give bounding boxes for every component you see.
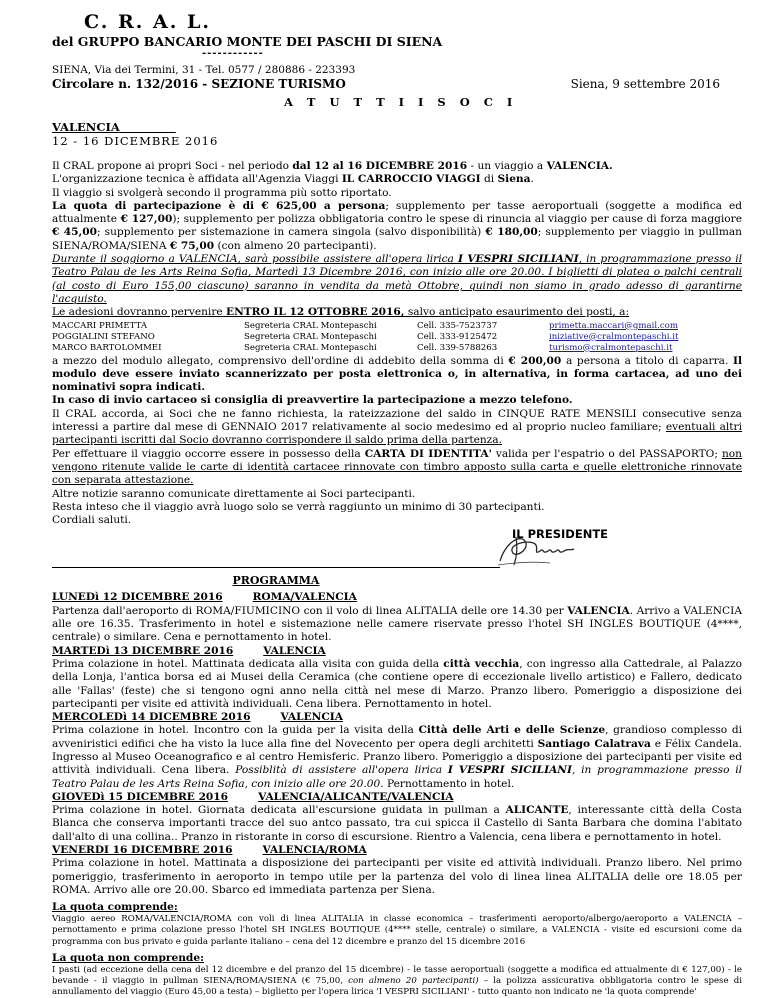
para-deposit: a mezzo del modulo allegato, comprensivo dell'ordine di addebito della somma di € 200,00 a persona a titolo di caparra. Il modulo deve essere inviato scannerizzato per posta elettronica o, in alternativa, in forma cartacea, ad uno dei nominativi sopra indicati. — [52, 354, 742, 394]
contact-row — [52, 332, 742, 343]
president-label: IL PRESIDENTE — [512, 527, 609, 542]
contact-phone: Cell. 339-5788263 — [417, 342, 498, 353]
contact-email-link[interactable]: turismo@cralmontepaschi.it — [549, 342, 673, 353]
para-deadline: Le adesioni dovranno pervenire ENTRO IL 12 OTTOBRE 2016, salvo anticipato esaurimento dei posti, a: — [52, 306, 630, 319]
day-text: Partenza dall'aeroporto di ROMA/FIUMICINO con il volo di linea ALITALIA delle ore 14.30 per VALENCIA. Arrivo a VALENCIA alle ore 16.35. Trasferimento in hotel e sistemazione nelle camere riservate presso l'hotel SH INGLES BOUTIQUE (4****, centrale) o similare. Cena e pernottamento in hotel. — [52, 604, 742, 644]
included-text: Viaggio aereo ROMA/VALENCIA/ROMA con voli di linea ALITALIA in classe economica – trasferimenti aeroporto/albergo/aeroporto a VALENCIA – pernottamento e prima colazione presso l'hotel SH INGLES BOUTIQUE (4**** stelle, centrale) o similare, a VALENCIA - visite ed escursioni come da programma con bus privato e guida parlante italiano – cena del 12 dicembre e pranzo del 15 dicembre 2016 — [52, 914, 742, 947]
para-notices: Altre notizie saranno comunicate direttamente ai Soci partecipanti. — [52, 487, 416, 500]
separator-line — [52, 567, 500, 568]
program-day — [52, 645, 742, 711]
program-day — [52, 844, 742, 897]
letter-date: Siena, 9 settembre 2016 — [570, 77, 720, 91]
contact-phone: Cell. 335-7523737 — [417, 320, 498, 331]
para-installments: Il CRAL accorda, ai Soci che ne fanno richiesta, la rateizzazione del saldo in CINQUE RATE MENSILI consecutive senza interessi a partire dal mese di GENNAIO 2017 relativamente al socio medesimo ed al proprio nucleo familiare; eventuali altri partecipanti iscritti dal Socio dovranno corrispondere il saldo prima della partenza. — [52, 407, 742, 447]
contact-name: MARCO BARTOLOMMEI — [52, 342, 162, 353]
excluded-text: I pasti (ad eccezione della cena del 12 dicembre e del pranzo del 15 dicembre) - le tasse aeroportuali (soggette a modifica ed attualmente di € 127,00) - le bevande - il viaggio in pullman SIENA/ROMA/SIENA (€ 75,00, con almeno 20 partecipanti) – la polizza assicurativa obbligatoria contro le spese di annullamento del viaggio (Euro 45,00 a testa) – biglietto per l'opera lirica 'I VESPRI SICILIANI' - tutto quanto non indicato ne 'la quota comprende' — [52, 964, 743, 998]
contact-name: POGGIALINI STEFANO — [52, 331, 155, 342]
included-title: La quota comprende: — [52, 901, 178, 914]
para-opera: Durante il soggiorno a VALENCIA, sarà possibile assistere all'opera lirica I VESPRI SICILIANI, in programmazione presso il Teatro Palau de les Arts Reina Sofia, Martedì 13 Dicembre 2016, con inizio alle ore 20.00. I biglietti di platea o palchi centrali (al costo di Euro 155,00 ciascuno) saranno in vendita da metà Ottobre, quindi non siamo in grado adesso di garantirne l'acquisto. — [52, 253, 742, 305]
signature-icon — [492, 521, 582, 571]
day-heading: GIOVEDì 15 DICEMBRE 2016 VALENCIA/ALICANTE/VALENCIA — [52, 790, 454, 803]
program-day — [52, 591, 742, 644]
contact-email-link[interactable]: primetta.maccari@gmail.com — [549, 320, 678, 331]
excluded-title: La quota non comprende: — [52, 951, 204, 964]
day-heading: LUNEDì 12 DICEMBRE 2016 ROMA/VALENCIA — [52, 591, 357, 604]
day-text: Prima colazione in hotel. Giornata dedicata all'escursione guidata in pullman a ALICANTE, interessante città della Costa Blanca che conserva importanti tracce del suo antco passato, tra cui spicca il Castello di Santa Barbara che domina l'abitato dall'alto di una collina.. Pranzo in ristorante in corso di escursione. Rientro a Valencia, cena libera e pernottamento in hotel. — [52, 804, 742, 843]
para-intro: Il CRAL propone ai propri Soci - nel periodo dal 12 al 16 DICEMBRE 2016 - un viaggio a VALENCIA. — [52, 160, 613, 172]
signature-block — [52, 527, 742, 567]
contact-phone: Cell. 333-9125472 — [417, 331, 498, 342]
trip-dates: 12 - 16 DICEMBRE 2016 — [52, 134, 219, 148]
para-minimum: Resta inteso che il viaggio avrà luogo solo se verrà raggiunto un minimo di 30 partecipanti. — [52, 500, 545, 513]
circular-page — [52, 10, 742, 998]
contact-email-link[interactable]: iniziative@cralmontepaschi.it — [549, 331, 679, 342]
group-name: del GRUPPO BANCARIO MONTE DEI PASCHI DI SIENA — [52, 34, 443, 49]
contact-office: Segreteria CRAL Montepaschi — [244, 331, 377, 342]
circular-row — [52, 77, 742, 92]
contact-row — [52, 343, 742, 354]
para-phone-notice: In caso di invio cartaceo si consiglia di preavvertire la partecipazione a mezzo telefono. — [52, 394, 573, 407]
contact-office: Segreteria CRAL Montepaschi — [244, 342, 377, 353]
day-heading: VENERDI 16 DICEMBRE 2016 VALENCIA/ROMA — [52, 844, 367, 857]
program-day — [52, 791, 742, 844]
contacts-list — [52, 321, 742, 354]
day-text: Prima colazione in hotel. Incontro con la guida per la visita della Città delle Arti e delle Scienze, grandioso complesso di avveniristici edifici che ha visto la luce alla fine del Novecento per opera degli architetti Santiago Calatrava e Félix Candela. Ingresso al Museo Oceanografico e al centro Hemisferic. Pranzo libero. Pomeriggio a disposizione dei partecipanti per visite ed attività individuali. Cena libera. Possiblità di assistere all'opera lirica I VESPRI SICILIANI, in programmazione presso il Teatro Palau de les Arts Reina Sofia, con inizio alle ore 20.00. Pernottamento in hotel. — [52, 724, 743, 790]
recipients-line: A T U T T I I S O C I — [284, 95, 518, 109]
contact-row — [52, 321, 742, 332]
trip-heading — [52, 120, 742, 148]
para-greetings: Cordiali saluti. — [52, 514, 132, 527]
para-documents: Per effettuare il viaggio occorre essere in possesso della CARTA DI IDENTITA' valida per l'espatrio o del PASSAPORTO; non vengono ritenute valide le carte di identità cartacee rinnovate con timbro apposto sulla carta e quelle elettroniche rinnovate con separata attestazione. — [52, 447, 742, 487]
day-text: Prima colazione in hotel. Mattinata dedicata alla visita con guida della città vecchia, con ingresso alla Cattedrale, al Palazzo della Lonja, l'antica borsa ed ai Musei della Ceramica (che contiene opere di eccezionale livello artistico) e Fallero, dedicato alle 'Fallas' (feste) che si tengono ogni anno nella città nel mese di Marzo. Pranzo libero. Pomeriggio a disposizione dei partecipanti per visite ed attività individuali. Cena libera. Pernottamento in hotel. — [52, 657, 743, 710]
para-program-note: Il viaggio si svolgerà secondo il programma più sotto riportato. — [52, 186, 392, 199]
program-title: PROGRAMMA — [232, 574, 320, 588]
day-heading: MARTEDì 13 DICEMBRE 2016 VALENCIA — [52, 644, 326, 657]
para-agency: L'organizzazione tecnica è affidata all'Agenzia Viaggi IL CARROCCIO VIAGGI di Siena. — [52, 173, 534, 186]
program-day — [52, 711, 742, 791]
contact-name: MACCARI PRIMETTA — [52, 320, 148, 331]
circular-number: Circolare n. 132/2016 - SEZIONE TURISMO — [52, 77, 346, 91]
org-title: C. R. A. L. — [84, 11, 211, 33]
para-price: La quota di partecipazione è di € 625,00 a persona; supplemento per tasse aeroportuali (soggette a modifica ed attualmente € 127,00); supplemento per polizza obbligatoria contro le spese di rinuncia al viaggio per cause di forza maggiore € 45,00; supplemento per sistemazione in camera singola (salvo disponibilità) € 180,00; supplemento per viaggio in pullman SIENA/ROMA/SIENA € 75,00 (con almeno 20 partecipanti). — [52, 199, 743, 252]
trip-title: VALENCIA — [52, 120, 120, 134]
contact-office: Segreteria CRAL Montepaschi — [244, 320, 377, 331]
address-line: SIENA, Via dei Termini, 31 - Tel. 0577 / 280886 - 223393 — [52, 64, 356, 76]
day-text: Prima colazione in hotel. Mattinata a disposizione dei partecipanti per visite ed attività individuali. Pranzo libero. Nel primo pomeriggio, trasferimento in aeroporto in tempo utile per la partenza del volo di linea linea ALITALIA delle ore 18.05 per ROMA. Arrivo alle ore 20.00. Sbarco ed immediata partenza per Siena. — [52, 857, 742, 896]
day-heading: MERCOLEDì 14 DICEMBRE 2016 VALENCIA — [52, 711, 343, 724]
divider-dashes: ------------ — [202, 48, 264, 59]
